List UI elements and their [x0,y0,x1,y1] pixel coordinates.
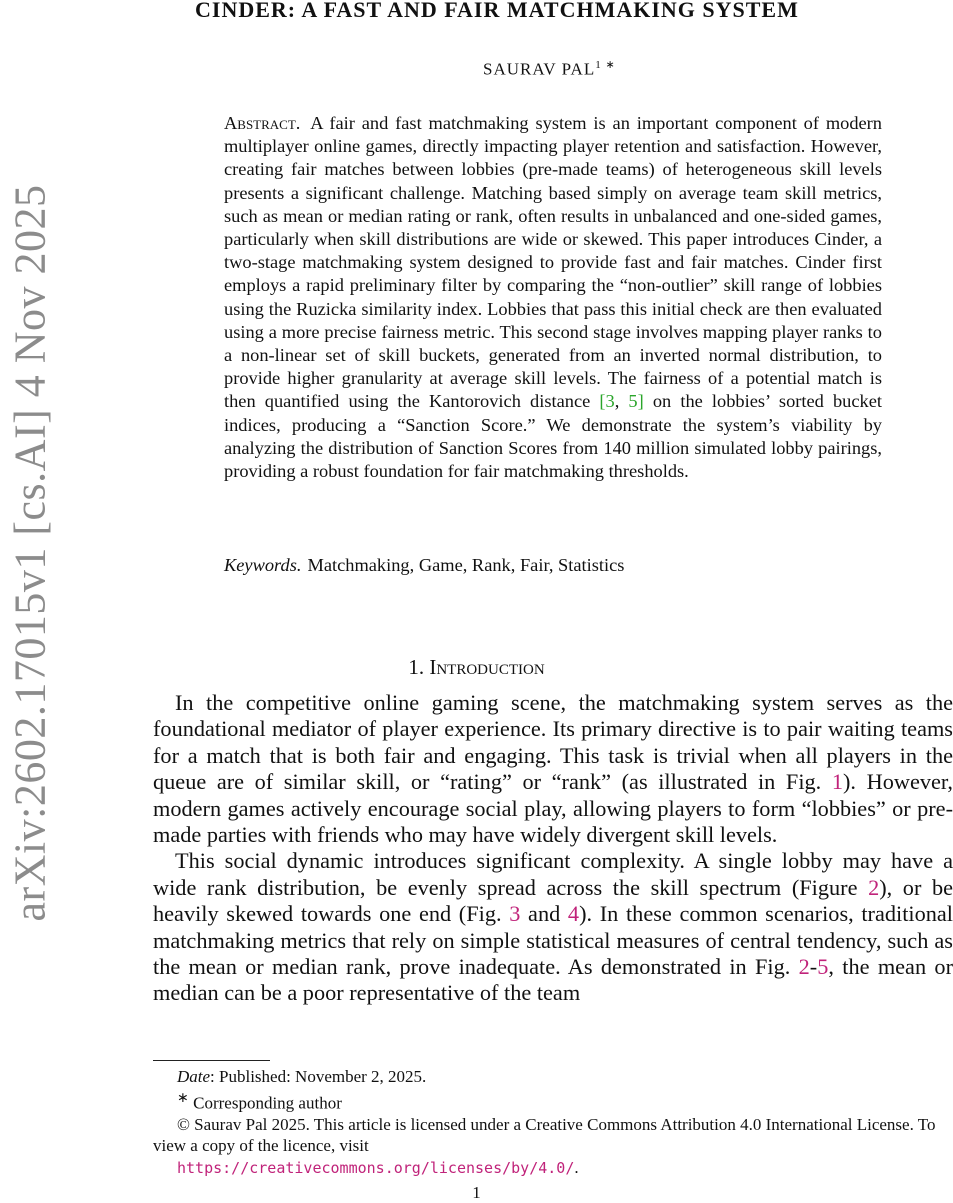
figure-ref-4[interactable]: 4 [567,901,580,927]
abstract-text-1: A fair and fast matchmaking system is an important component of modern multiplayer online games, directly impacting player retention and satisfaction. However, creating fair matches between lobbies (pre-made teams) of heterogeneous skill levels presents a significant challenge. Matching based simply on average team skill metrics, such as mean or median rating or rank, often results in unbalanced and one-sided games, particularly when skill distributions are wide or skewed. This paper introduces Cinder, a two-stage matchmaking system designed to provide fast and fair matches. Cinder first employs a rapid preliminary filter by comparing the “non-outlier” skill range of lobbies using the Ruzicka similarity index. Lobbies that pass this initial check are then evaluated using a more precise fairness metric. This second stage involves mapping player ranks to a non-linear set of skill buckets, generated from an inverted normal distribution, to provide higher granularity at average skill levels. The fairness of a potential match is then quantified using the Kantorovich distance [224,113,882,412]
paragraph-2-text-d: ). In these common scenarios, traditional matchmaking metrics that rely on simple statistical measures of central tendency, such as the mean or median rank, prove inadequate. As demonstrated in Fig. [153,901,953,980]
citation-link-5[interactable]: 5 [628,391,638,412]
figure-ref-3[interactable]: 3 [509,901,521,927]
corresponding-text: Corresponding author [193,1093,342,1113]
date-text: : Published: November 2, 2025. [210,1067,427,1086]
paragraph-2 [153,848,953,1006]
keywords [224,555,882,576]
section-number: 1. [408,655,425,679]
footnote-date [153,1066,953,1088]
citation-close-bracket: ] [637,391,644,412]
paper-title: CINDER: A FAST AND FAIR MATCHMAKING SYSTEM [195,0,799,22]
figure-ref-2[interactable]: 2 [868,874,880,900]
keywords-text: Matchmaking, Game, Rank, Fair, Statistics [307,555,625,575]
paragraph-1 [153,690,953,848]
section-heading [0,655,953,680]
license-text: Saurav Pal 2025. This article is licensed under a Creative Commons Attribution 4.0 International License. To view a copy of the licence, visit [153,1114,936,1156]
footnote-rule [153,1060,270,1061]
author-name: SAURAV PAL [483,59,596,79]
arxiv-identifier: arXiv:2602.17015v1 [cs.AI] 4 Nov 2025 [5,184,55,922]
license-end: . [574,1157,579,1177]
citation-separator: , [614,391,629,412]
figure-ref-5[interactable]: 5 [817,954,829,980]
arxiv-sidebar [0,0,60,1200]
paragraph-2-text-a: This social dynamic introduces significant complexity. A single lobby may have a wide rank distribution, be evenly spread across the skill spectrum (Figure [153,848,953,900]
paragraph-1-text-b: ). However, modern games actively encourage social play, allowing players to form “lobbies” or pre-made parties with friends who may have widely divergent skill levels. [153,769,953,848]
paragraph-2-text-c: and [520,901,568,927]
abstract-label: Abstract. [224,113,301,133]
abstract [224,112,882,483]
date-label: Date [177,1067,211,1086]
paragraph-1-text-a: In the competitive online gaming scene, the matchmaking system serves as the foundational mediator of player experience. Its primary directive is to pair waiting teams for a match that is both fair and engaging. This task is trivial when all players in the queue are of similar skill, or “rating” or “rank” (as illustrated in Fig. [153,690,953,795]
section-title: Introduction [429,655,545,679]
paragraph-2-text-f: , the mean or median can be a poor representative of the team [153,954,953,1006]
figure-ref-2b[interactable]: 2 [798,954,810,980]
keywords-label: Keywords. [224,555,302,575]
footnote-corresponding [153,1088,953,1114]
paragraph-2-text-b: ), or be heavily skewed towards one end (Fig. [153,874,953,927]
license-url-link[interactable]: https://creativecommons.org/licenses/by/4.0/ [177,1158,575,1177]
footnote-license [153,1114,953,1180]
paragraph-2-dash: - [809,954,818,980]
citation-open-bracket: [ [599,391,606,412]
abstract-text-2: on the lobbies’ sorted bucket indices, producing a “Sanction Score.” We demonstrate the system’s viability by analyzing the distribution of Sanction Scores from 140 million simulated lobby pairings, providing a robust foundation for fair matchmaking thresholds. [224,391,882,482]
citation-link-3[interactable]: 3 [605,391,615,412]
figure-ref-1[interactable]: 1 [831,769,843,795]
page-number: 1 [472,1183,481,1202]
author-affiliation-marks: 1 ∗ [595,59,616,71]
footnotes [153,1066,953,1179]
copyright-symbol: © [177,1114,190,1134]
author-line [483,58,616,80]
corresponding-mark: ∗ [177,1089,189,1106]
body-text [153,690,953,1007]
